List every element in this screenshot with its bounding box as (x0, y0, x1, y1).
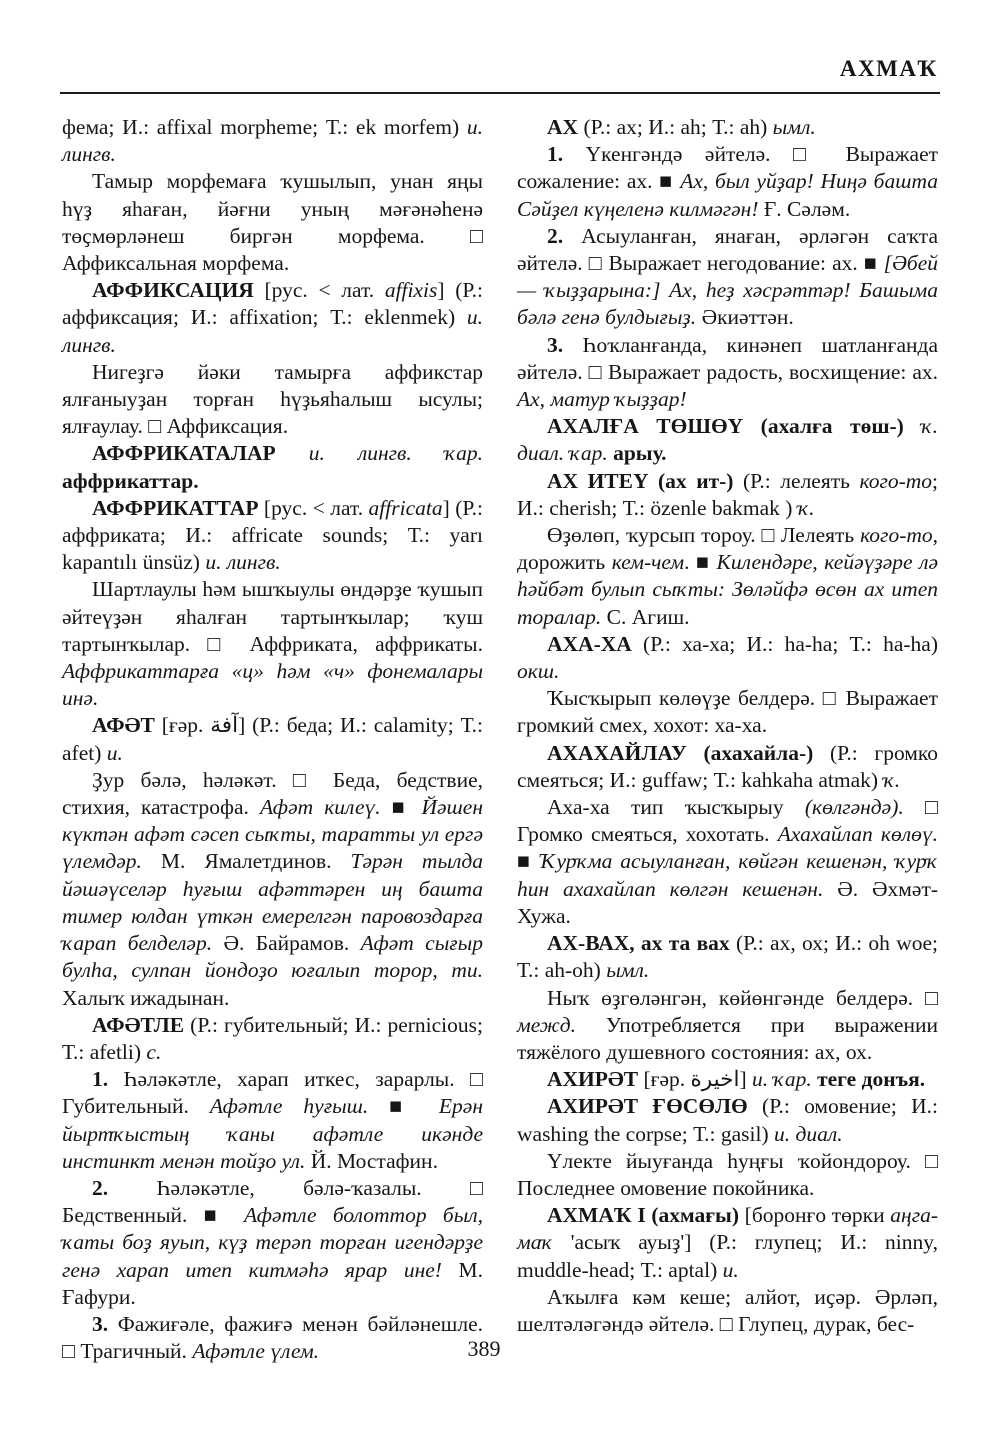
text-run: АФФРИКАТАЛАР (92, 441, 309, 466)
text-run: ] (Р.: аффиксация; И.: affixation; Т.: eklenmek) (62, 278, 483, 330)
text-run: АХИРӘТ ҒӨСӨЛӨ (547, 1094, 763, 1119)
text-run: межд. (517, 1012, 606, 1037)
text-run: Ах, матур ҡыҙҙар! (517, 387, 687, 412)
text-run: и. диал. (773, 1121, 843, 1146)
dictionary-paragraph (517, 332, 938, 414)
text-run: ҡ. (797, 495, 815, 520)
text-run: ■ (389, 1094, 439, 1119)
dictionary-paragraph (517, 1148, 938, 1202)
text-run: и. (722, 1257, 739, 1282)
text-run: Ҡысҡырып көлөүҙе белдерә. □ Выражает громкий смех, хохот: ха-ха. (517, 686, 938, 738)
text-run: Шартлаулы һәм ышҡыулы өндәрҙе ҡушып әйтеүҙән яһалған тартынҡылар; ҡуш тартынҡылар. □ Аффриката, аффрикаты. (62, 577, 483, 656)
text-run: 2. (547, 223, 582, 248)
text-run: АХАЛҒА ТӨШӨҮ (ахалға төш-) (547, 414, 922, 439)
text-run: АФФИКСАЦИЯ (92, 278, 265, 303)
text-run: и. лингв. (62, 305, 483, 357)
text-run: 3. (547, 332, 583, 357)
dictionary-paragraph (62, 767, 483, 1012)
text-run: [рус. < лат. (264, 278, 385, 303)
text-run: аңга-маҡ (517, 1203, 938, 1255)
dictionary-paragraph (517, 141, 938, 223)
text-run: ] (Р.: аффриката; И.: affricate sounds; Т.: yarı kapantılı ünsüz) (62, 495, 483, 575)
text-run: Һоҡланғанда, кинәнеп шатланғанда әйтелә. □ Выражает радость, восхищение: ах. (517, 332, 939, 384)
dictionary-paragraph (517, 794, 938, 930)
dictionary-paragraph (517, 1093, 938, 1147)
text-run: Асыуланған, янаған, әрләгән саҡта әйтелә. □ Выражает негодование: ах. ■ (517, 223, 938, 276)
header-divider (60, 92, 940, 94)
text-run: (көлгәндә). (804, 795, 904, 820)
text-run: Афәтле үлем. (192, 1339, 320, 1364)
text-run: Употребляется при выражении тяжёлого душевного состояния: ах, ох. (517, 1012, 938, 1064)
dictionary-paragraph (62, 495, 483, 577)
text-run: (Р.: громко смеяться; И.: guffaw; Т.: kahkaha atmak) (517, 740, 938, 792)
dictionary-paragraph (62, 1012, 483, 1066)
text-run: Ғ. Сәләм. (763, 196, 851, 221)
text-run: Ә. Байрамов. (223, 931, 361, 956)
text-run: Үкенгәндә әйтелә. □ Выражает сожаление: ах. ■ (517, 142, 939, 194)
dictionary-paragraph (62, 440, 483, 494)
text-run: АФӘТ (92, 713, 162, 738)
text-run: Ныҡ өҙгөләнгән, көйөнгәнде белдерә. □ (547, 985, 938, 1010)
dictionary-paragraph (517, 685, 938, 739)
text-run: и. (106, 740, 123, 765)
text-run: АХ (547, 115, 584, 139)
text-run: [ғәр. اخيرة] (643, 1067, 752, 1092)
text-run: Аха-ха тип ҡысҡырыу (547, 795, 805, 820)
text-run: Йәшен күктән афәт сәсеп сыҡты, таратты ул ергә үлемдәр. (62, 795, 483, 874)
dictionary-paragraph (62, 1066, 483, 1175)
text-run: (Р.: омовение; И.: washing the corpse; Т.: gasil) (517, 1094, 938, 1146)
text-run: М. Ғафури. (62, 1257, 483, 1309)
text-run: (Р.: лелеять (743, 468, 860, 493)
text-run: Афәтле һуғыш. (209, 1094, 390, 1119)
text-run: Тамыр морфемаға ҡушылып, унан яңы һүҙ яһаған, йәғни уның мәғәнәһенә төҫмөрләнеш биргән морфема. □ Аффиксальная морфема. (62, 169, 483, 276)
dictionary-paragraph (517, 631, 938, 685)
text-run: ; И.: cherish; Т.: özenle bakmak ) (517, 468, 938, 520)
text-run: [Әбей — ҡыҙҙарына:] Ах, һеҙ хәсрәттәр! Башыма бәлә генә булдығыҙ. (517, 251, 938, 330)
dictionary-paragraph (517, 985, 938, 1067)
text-run: (Р.: ха-ха; И.: ha-ha; Т.: ha-ha) (643, 631, 939, 656)
dictionary-paragraph (517, 930, 938, 984)
text-run: Афәт сығыр булһа, сулпан йондоҙо юғалып торор, ти. (62, 931, 483, 983)
text-run: арыу. (613, 441, 667, 466)
text-run: Халыҡ ижадынан. (62, 985, 230, 1010)
text-run: 2. (92, 1175, 157, 1200)
text-run: кого-то (859, 468, 933, 493)
dictionary-paragraph (62, 1175, 483, 1311)
text-run: теге донъя. (817, 1067, 926, 1092)
text-run: Ерән йыртҡыстың ҡаны афәтле икәнде инстинкт менән тойҙо ул. (62, 1094, 483, 1173)
text-run: АХ ИТЕҮ (ах ит-) (547, 468, 743, 493)
dictionary-paragraph (517, 522, 938, 631)
text-run: Аффрикаттарға «ц» һәм «ч» фонемалары инә. (62, 659, 483, 711)
text-run: АХАХАЙЛАУ (ахахайла-) (547, 740, 830, 765)
text-run: 3. (92, 1311, 118, 1336)
text-run: □ Громко смеяться, хохотать. (517, 795, 938, 847)
text-run: Ҡурҡма асыуланған, көйгән кешенән, ҡурҡ һин ахахайлап көлгән кешенән. (517, 849, 938, 901)
text-run: АХА-ХА (547, 631, 644, 656)
text-run: Ах, был уйҙар! Ниңә башта Сәйҙел күңеленә килмәгән! (517, 169, 938, 221)
dictionary-paragraph (517, 468, 938, 522)
text-run: аффрикаттар. (62, 468, 199, 493)
text-run: Аҡылға кәм кеше; алйот, иҫәр. Әрләп, шелтәләгәндә әйтелә. □ Глупец, дурак, бес- (517, 1284, 938, 1336)
text-run: Фажиғәле, фажиғә менән бәйләнешле. □ Трагичный. (62, 1311, 483, 1364)
text-run: и. лингв. ҡар. (308, 441, 483, 466)
text-run: ■ (517, 849, 541, 874)
dictionary-paragraph (517, 223, 938, 332)
text-run: Нигеҙгә йәки тамырға аффикстар ялғаныуҙан торған һүҙьяһалыш ысулы; ялғаулау. □ Аффиксация. (62, 359, 483, 439)
text-run: Афәтле болоттор был, ҡаты боҙ яуып, күҙ терәп торған игендәрҙе генә харап итеп китмәһә ярар ине! (62, 1203, 484, 1282)
dictionary-paragraph (62, 359, 483, 441)
text-run: (Р.: ах, ох; И.: oh woe; Т.: ah-oh) (517, 931, 938, 983)
text-run: Үлекте йыуғанда һуңғы ҡойондороу. □ Последнее омовение покойника. (517, 1148, 938, 1200)
text-run: Й. Мостафин. (310, 1148, 438, 1173)
dictionary-paragraph (517, 740, 938, 794)
text-run: АХ-ВАХ, ах та вах (547, 931, 736, 956)
text-run: affixis (384, 278, 438, 303)
text-run: Тәрән тылда йәшәүселәр һуғыш афәттәрен иң башта тимер юлдан үткән емерелгән паровоздарға ҡарап белделәр. (62, 849, 483, 956)
text-run: Афәт килеү. (260, 795, 392, 820)
text-run: ымл. (606, 958, 650, 983)
text-run: [рус. < лат. (263, 495, 369, 520)
text-run: ҡ. диал. ҡар. (517, 414, 938, 466)
text-run: с. (146, 1039, 162, 1064)
dictionary-paragraph (62, 712, 483, 766)
page-number: 389 (467, 1336, 501, 1361)
text-run: 1. (547, 142, 586, 167)
text-run: Әкиәттән. (701, 305, 794, 330)
text-run: ымл. (772, 115, 816, 139)
text-run: ■ (391, 795, 422, 820)
text-run: Һәләкәтле, бәлә-ҡазалы. □ Бедственный. ■ (62, 1175, 484, 1228)
text-run: 1. (92, 1067, 124, 1092)
text-run: фема; И.: affixal morpheme; Т.: ek morfem) (62, 115, 467, 139)
text-run: АХИРӘТ (547, 1067, 644, 1092)
text-run: кого-то (860, 523, 933, 548)
text-run: Өҙөлөп, ҡурсып тороу. □ Лелеять (547, 523, 861, 548)
text-run: М. Ямалетдинов. (160, 849, 351, 874)
text-run: [боронғо төрки (744, 1203, 891, 1228)
dictionary-paragraph (62, 114, 483, 168)
dictionary-paragraph (517, 1284, 938, 1338)
text-run: ҡ. (883, 767, 901, 792)
text-run: и. ҡар. (751, 1067, 818, 1092)
text-run: и. лингв. (62, 115, 483, 167)
text-run: , дорожить (517, 523, 938, 575)
text-run: окш. (517, 659, 560, 684)
dictionary-paragraph (517, 1066, 938, 1093)
text-run: Килендәре, кейәүҙәре лә һәйбәт булып сыҡты: Зөләйфә өсөн ах итеп торалар. (517, 550, 938, 629)
text-run: Һәләкәтле, харап иткес, зарарлы. □ Губительный. (62, 1067, 483, 1119)
dictionary-paragraph (62, 576, 483, 712)
dictionary-paragraph (517, 1202, 938, 1284)
left-column (62, 114, 483, 1365)
text-run: Ҙур бәлә, һәләкәт. □ Беда, бедствие, стихия, катастрофа. (62, 767, 483, 820)
text-run: АФФРИКАТТАР (92, 495, 264, 520)
text-run: кем-чем (611, 550, 685, 575)
text-run: affricata (368, 495, 443, 520)
dictionary-paragraph (62, 168, 483, 277)
text-columns (62, 114, 938, 1365)
text-run: С. Агиш. (606, 604, 690, 629)
text-run: Ахахайлап көлөү. (777, 822, 938, 847)
text-run: [ғәр. آفة] (Р.: беда; И.: calamity; Т.: afet) (62, 713, 483, 765)
running-head: АХМАҠ (839, 56, 938, 81)
text-run: и. лингв. (205, 550, 281, 575)
dictionary-paragraph (517, 413, 938, 467)
right-column (517, 114, 938, 1338)
text-run: 'асыҡ ауыҙ'] (Р.: глупец; И.: ninny, muddle-head; Т.: aptal) (517, 1230, 938, 1282)
text-run: АФӘТЛЕ (92, 1012, 191, 1037)
text-run: АХМАҠ I (ахмағы) (547, 1203, 745, 1228)
dictionary-paragraph (62, 277, 483, 359)
text-run: (Р.: ах; И.: ah; Т.: ah) (583, 115, 773, 139)
text-run: (Р.: губительный; И.: pernicious; Т.: afetli) (62, 1012, 483, 1064)
dictionary-paragraph (517, 114, 938, 141)
text-run: Ә. Әхмәт-Хужа. (517, 876, 939, 928)
text-run: . ■ (684, 550, 717, 575)
